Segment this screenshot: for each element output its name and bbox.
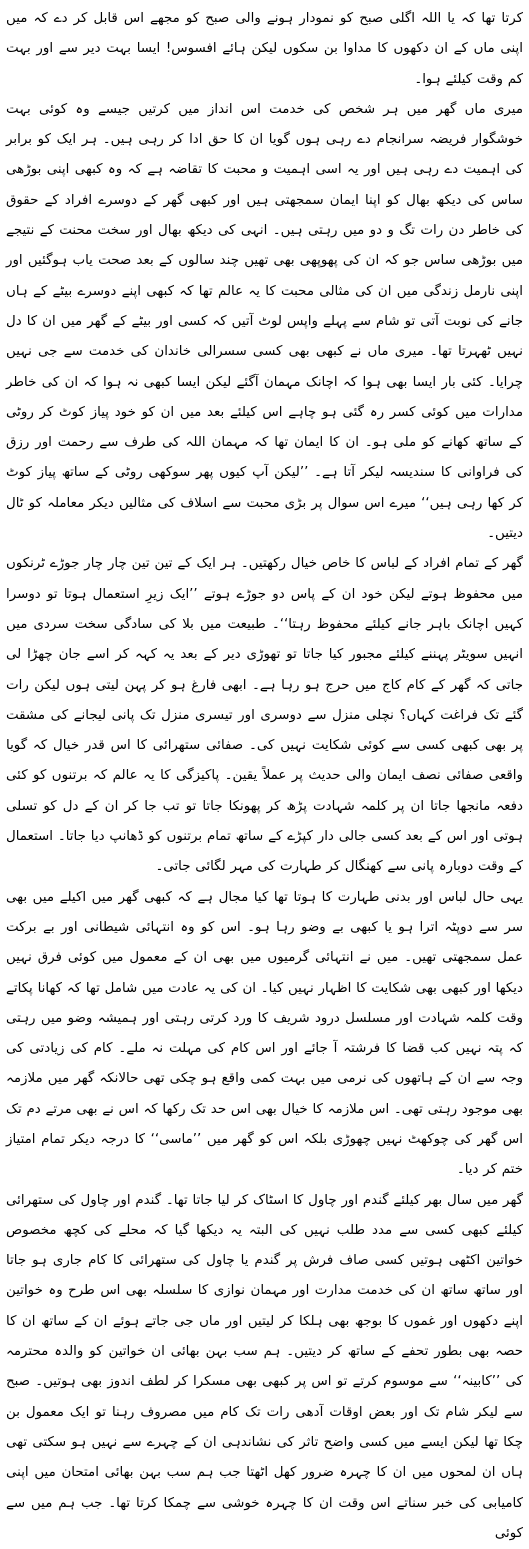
article-paragraph-3: گھر کے تمام افراد کے لباس کا خاص خیال رکھتیں۔ ہر ایک کے تین تین چار چار جوڑے ٹرنکوں میں محفوظ ہوتے لیکن خود ان کے پاس دو جوڑے ہوتے ’’ایک زیرِ استعمال ہوتا تو دوسرا کہیں اچانک باہر جانے کیلئے محفوظ رہتا‘‘۔ طبیعت میں بلا کی سادگی سخت سردی میں انہیں سویٹر پہننے کیلئے مجبور کیا جاتا تو تھوڑی دیر کے بعد یہ کہہ کر اسے جان چھڑا لی جاتی کہ گھر کے کام کاج میں حرج ہو رہا ہے۔ ابھی فارغ ہو کر پہن لیتی ہوں لیکن رات گئے تک فراغت کہاں؟ نچلی منزل سے دوسری اور تیسری منزل تک پانی لیجانے کی مشقت پر بھی کبھی کسی سے کوئی شکایت نہیں کی۔ صفائی ستھرائی کا اس قدر خیال کہ گویا واقعی صفائی نصف ایمان والی حدیث پر عملاً یقین۔ پاکیزگی کا یہ عالم کہ برتنوں کو کئی دفعہ مانجھا جاتا ان پر کلمہ شہادت پڑھ کر پھونکا جاتا تو تب جا کر ان کے دل کو تسلی ہوتی اور اس کے بعد کسی جالی دار کپڑے کے ساتھ تمام برتنوں کو ڈھانپ دیا جاتا۔ استعمال کے وقت دوبارہ پانی سے کھنگال کر طہارت کی مہر لگائی جاتی۔ — [6, 556, 523, 875]
article-paragraph-2: میری ماں گھر میں ہر شخص کی خدمت اس انداز میں کرتیں جیسے وہ کوئی بہت خوشگوار فریضہ سرانجام دے رہی ہوں گویا ان کا حق ادا کر رہی ہیں۔ ہر ایک کو برابر کی اہمیت دے رہی ہیں اور یہ اسی اہمیت و محبت کا تقاضہ ہے کہ وہ کبھی اپنی بوڑھی ساس کی دیکھ بھال کو اپنا ایمان سمجھتی ہیں اور کبھی گھر کے دوسرے افراد کے حقوق کی خاطر دن رات تگ و دو میں رہتی ہیں۔ انہی کی دیکھ بھال اور سخت محنت کے نتیجے میں بوڑھی ساس جو کہ ان کی پھوپھی بھی تھیں چند سالوں کے بعد صحت یاب ہوگئیں اور اپنی نارمل زندگی میں ان کی مثالی محبت کا یہ عالم تھا کہ کبھی اپنے دوسرے بیٹے کے ہاں جانے کی نوبت آتی تو شام سے پہلے واپس لوٹ آتیں کہ کسی اور بیٹے کے گھر میں ان کا دل نہیں ٹھہرتا تھا۔ میری ماں نے کبھی بھی کسی سسرالی خاندان کی خدمت سے جی نہیں چرایا۔ کئی بار ایسا بھی ہوا کہ اچانک مہمان آگئے لیکن ایسا کبھی نہ ہوا کہ ان کی خاطر مدارات میں کوئی کسر رہ گئی ہو چاہے اس کیلئے بعد میں ان کو خود پیاز کوٹ کر روٹی کے ساتھ کھانے کو ملی ہو۔ ان کا ایمان تھا کہ مہمان اللہ کی طرف سے رحمت اور رزق کی فراوانی کا سندیسہ لیکر آتا ہے۔ ’’لیکن آپ کیوں پھر سوکھی روٹی کے ساتھ پیاز کوٹ کر کھا رہی ہیں‘‘ میرے اس سوال پر بڑی محبت سے اسلاف کی مثالیں دیکر معاملہ کو ٹال دیتیں۔ — [6, 101, 523, 542]
article-paragraph-5: گھر میں سال بھر کیلئے گندم اور چاول کا اسٹاک کر لیا جاتا تھا۔ گندم اور چاول کی ستھرائی کیلئے کبھی کسی سے مدد طلب نہیں کی البتہ یہ دیکھا گیا کہ محلے کی کچھ مخصوص خواتین اکٹھی ہوتیں کسی صاف فرش پر گندم یا چاول کی ستھرائی کا کام جاری ہو جاتا اور ساتھ ساتھ ان کی خدمت مدارت اور مہمان نوازی کا سلسلہ بھی اس طرح وہ خواتین اپنے دکھوں اور غموں کا بوجھ بھی ہلکا کر لیتیں اور ماں جی جاتے ہوئے ان کے ساتھ ان کا حصہ بھی بطور تحفے کے ساتھ کر دیتیں۔ ہم سب بہن بھائی ان خواتین کو والدہ محترمہ کی ’’کابینہ‘‘ سے موسوم کرتے تو اس پر کبھی بھی مسکرا کر لطف اندوز بھی ہوتیں۔ صبح سے لیکر شام تک اور بعض اوقات آدھی رات تک کام میں مصروف رہنا تو ایک معمول بن چکا تھا لیکن ایسے میں کسی واضح تاثر کی نشاندہی ان کے چہرے سے نہیں ہو سکتی تھی ہاں ان لمحوں میں ان کا چہرہ ضرور کھل اٹھتا جب ہم سب بہن بھائی امتحان میں اپنی کامیابی کی خبر سناتے اس وقت ان کا چہرہ خوشی سے چمکا کرتا تھا۔ جب ہم میں سے کوئی — [6, 1192, 523, 1541]
article-paragraph-4: یہی حال لباس اور بدنی طہارت کا ہوتا تھا کیا مجال ہے کہ کبھی گھر میں اکیلے میں بھی سر سے دوپٹہ اترا ہو یا کبھی بے وضو رہا ہو۔ اس کو وہ انتہائی شیطانی اور بے برکت عمل سمجھتی تھیں۔ میں نے انتہائی گرمیوں میں بھی ان کے معمول میں کوئی فرق نہیں دیکھا اور کبھی بھی شکایت کا اظہار نہیں کیا۔ ان کی یہ عادت میں شامل تھا کہ کھانا پکاتے وقت کلمہ شہادت اور مسلسل درود شریف کا ورد کرتی رہتی اور ہمیشہ وضو میں رہتی کہ پتہ نہیں کب قضا کا فرشتہ آ جائے اور اس کام کی مہلت نہ ملے۔ کام کی زیادتی کی وجہ سے ان کے ہاتھوں کی نرمی میں بہت کمی واقع ہو چکی تھی حالانکہ گھر میں ملازمہ بھی موجود رہتی تھی۔ اس ملازمہ کا خیال بھی اس حد تک رکھا کہ اس نے بھی مرتے دم تک اس گھر کی چوکھٹ نہیں چھوڑی بلکہ اس کو گھر میں ’’ماسی‘‘ کا درجہ دیکر تمام امتیاز ختم کر دیا۔ — [6, 889, 523, 1178]
article-paragraph-1: کرتا تھا کہ یا اللہ اگلی صبح کو نمودار ہونے والی صبح کو مجھے اس قابل کر دے کہ میں اپنی ماں کے ان دکھوں کا مداوا بن سکوں لیکن ہائے افسوس! ایسا بہت دیر سے اور بہت کم وقت کیلئے ہوا۔ — [6, 11, 523, 87]
